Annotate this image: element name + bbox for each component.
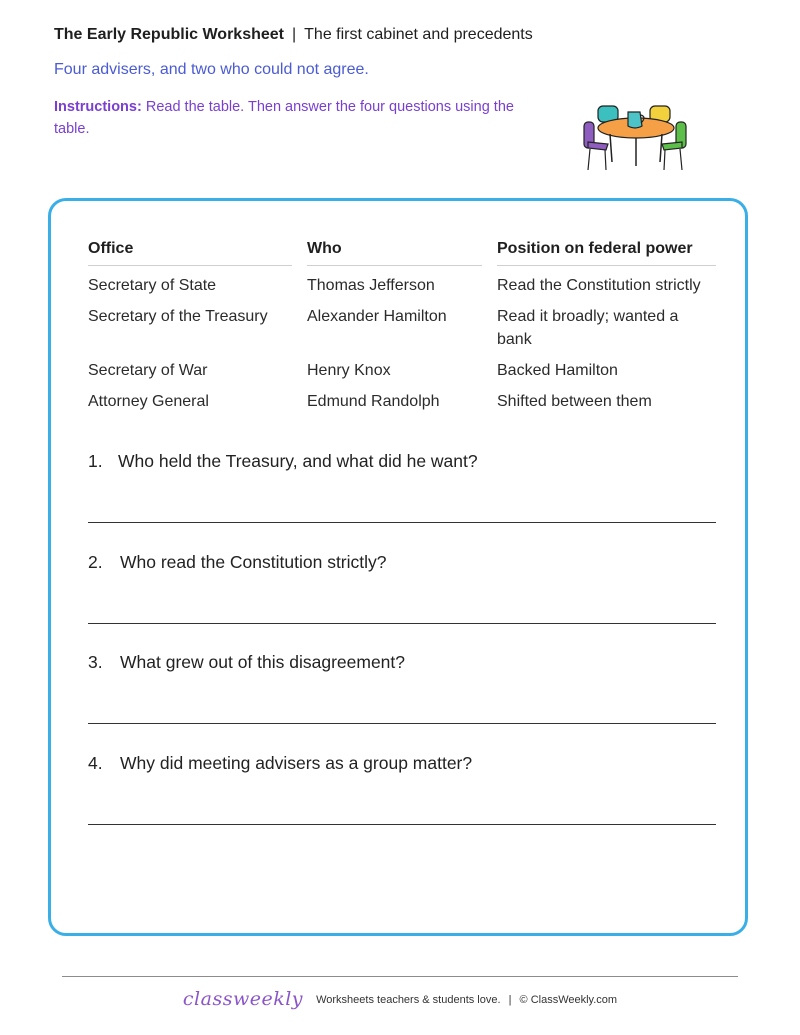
table-cell-who: Henry Knox bbox=[307, 362, 391, 379]
table-cell-position: Backed Hamilton bbox=[497, 362, 618, 379]
question-item bbox=[88, 753, 716, 854]
table-cell-who: Thomas Jefferson bbox=[307, 277, 435, 294]
table-row bbox=[88, 351, 716, 382]
table-cell-position: Read it broadly; wanted a bank bbox=[497, 308, 679, 348]
page-footer bbox=[0, 988, 800, 1010]
question-text: Who read the Constitution strictly? bbox=[120, 551, 387, 572]
question-item bbox=[88, 652, 716, 753]
column-header-office: Office bbox=[88, 237, 292, 266]
question-text: Why did meeting advisers as a group matter? bbox=[120, 752, 473, 773]
question-text: What grew out of this disagreement? bbox=[120, 652, 406, 672]
column-header-who: Who bbox=[307, 237, 482, 266]
footer-tagline: Worksheets teachers & students love. bbox=[316, 994, 501, 1006]
table-cell-office: Secretary of War bbox=[88, 362, 208, 379]
table-cell-who: Edmund Randolph bbox=[307, 393, 440, 410]
worksheet-header bbox=[54, 26, 533, 44]
table-header-row bbox=[88, 237, 716, 266]
table-row bbox=[88, 266, 716, 297]
worksheet-topic: The first cabinet and precedents bbox=[304, 26, 533, 43]
questions-list bbox=[88, 451, 716, 853]
footer-copyright: © ClassWeekly.com bbox=[519, 994, 618, 1006]
table-cell-who: Alexander Hamilton bbox=[307, 308, 447, 325]
question-text: Who held the Treasury, and what did he want? bbox=[118, 451, 478, 471]
table-cell-office: Attorney General bbox=[88, 393, 209, 410]
question-number: 2. bbox=[88, 551, 103, 572]
answer-line[interactable] bbox=[88, 623, 716, 624]
worksheet-subtitle: Four advisers, and two who could not agree. bbox=[54, 61, 369, 78]
column-header-position: Position on federal power bbox=[497, 237, 716, 266]
table-cell-office: Secretary of State bbox=[88, 277, 217, 294]
question-number: 4. bbox=[88, 752, 103, 773]
footer-divider bbox=[62, 976, 738, 977]
worksheet-title: The Early Republic Worksheet bbox=[54, 26, 284, 43]
header-separator: | bbox=[292, 26, 297, 43]
answer-line[interactable] bbox=[88, 522, 716, 523]
cabinet-table bbox=[88, 237, 716, 413]
instructions bbox=[54, 96, 534, 140]
question-item bbox=[88, 552, 716, 653]
table-row bbox=[88, 297, 716, 351]
instructions-label: Instructions: bbox=[54, 99, 142, 115]
answer-line[interactable] bbox=[88, 824, 716, 825]
brand-logo: classweekly bbox=[182, 988, 304, 1010]
pitcher-icon bbox=[628, 112, 644, 128]
question-number: 3. bbox=[88, 652, 103, 672]
table-cell-position: Read the Constitution strictly bbox=[497, 277, 701, 294]
footer-separator: | bbox=[508, 994, 512, 1006]
instructions-text: Read the table. Then answer the four questions using the table. bbox=[54, 99, 514, 137]
question-number: 1. bbox=[88, 451, 103, 471]
table-row bbox=[88, 382, 716, 413]
answer-line[interactable] bbox=[88, 723, 716, 724]
table-cell-position: Shifted between them bbox=[497, 393, 652, 410]
question-item bbox=[88, 451, 716, 552]
worksheet-card bbox=[48, 198, 748, 936]
round-table-with-chairs-icon bbox=[580, 104, 690, 174]
table-cell-office: Secretary of the Treasury bbox=[88, 308, 268, 325]
